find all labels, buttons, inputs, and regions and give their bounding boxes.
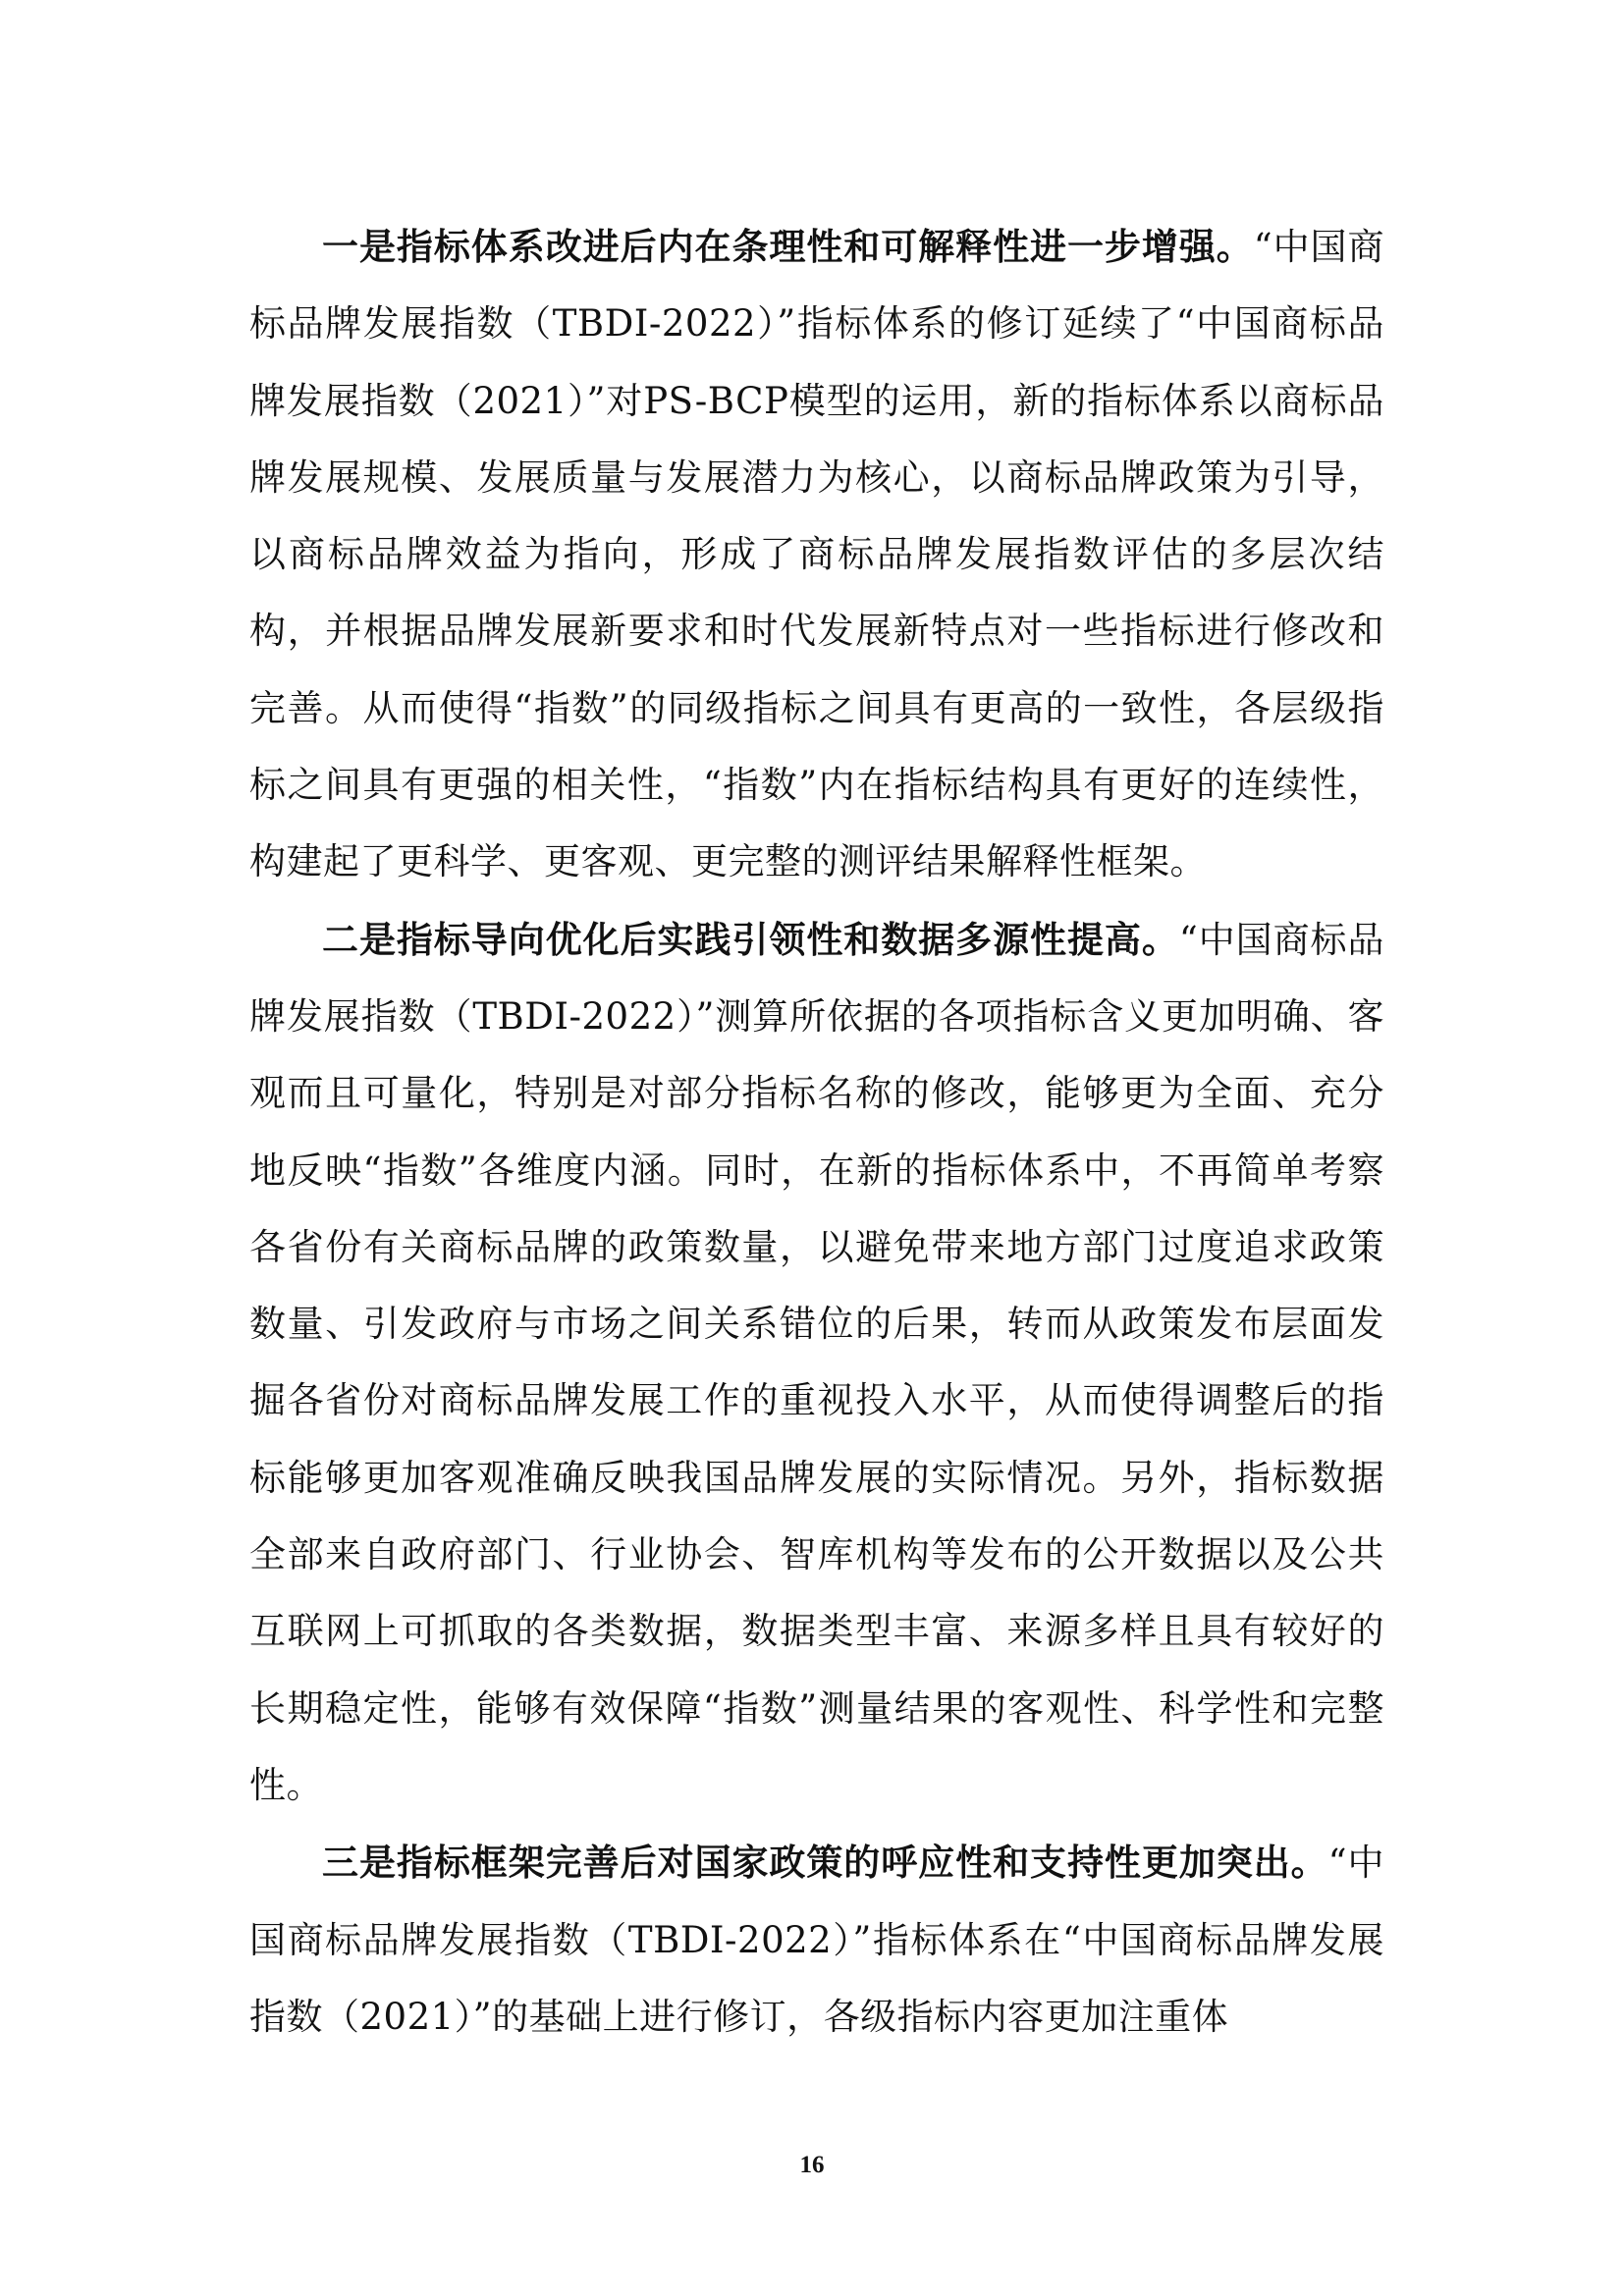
- paragraph-text: “中国商标品牌发展指数（TBDI-2022）”指标体系在“中国商标品牌发展指数（2021）”的基础上进行修订，各级指标内容更加注重体: [249, 1842, 1385, 2038]
- paragraph-lead: 一是指标体系改进后内在条理性和可解释性进一步增强。: [322, 225, 1254, 268]
- paragraph-indicator-orientation: [249, 901, 1384, 1825]
- paragraph-text: “中国商标品牌发展指数（TBDI-2022）”测算所依据的各项指标含义更加明确、客观而且可量化，特别是对部分指标名称的修改，能够更为全面、充分地反映“指数”各维度内涵。同时，在新的指标体系中，不再简单考察各省份有关商标品牌的政策数量，以避免带来地方部门过度追求政策数量、引发政府与市场之间关系错位的后果，转而从政策发布层面发掘各省份对商标品牌发展工作的重视投入水平，从而使得调整后的指标能够更加客观准确反映我国品牌发展的实际情况。另外，指标数据全部来自政府部门、行业协会、智库机构等发布的公开数据以及公共互联网上可抓取的各类数据，数据类型丰富、来源多样且具有较好的长期稳定性，能够有效保障“指数”测量结果的客观性、科学性和完整性。: [249, 918, 1385, 1806]
- paragraph-text: “中国商标品牌发展指数（TBDI-2022）”指标体系的修订延续了“中国商标品牌发展指数（2021）”对PS-BCP模型的运用，新的指标体系以商标品牌发展规模、发展质量与发展潜力为核心，以商标品牌政策为引导，以商标品牌效益为指向，形成了商标品牌发展指数评估的多层次结构，并根据品牌发展新要求和时代发展新特点对一些指标进行修改和完善。从而使得“指数”的同级指标之间具有更高的一致性，各层级指标之间具有更强的相关性，“指数”内在指标结构具有更好的连续性，构建起了更科学、更客观、更完整的测评结果解释性框架。: [249, 226, 1384, 883]
- paragraph-lead: 二是指标导向优化后实践引领性和数据多源性提高。: [322, 917, 1179, 961]
- page-number: 16: [799, 2152, 825, 2178]
- paragraph-indicator-framework: [249, 1824, 1384, 2056]
- paragraph-indicator-system: [249, 208, 1384, 901]
- paragraph-lead: 三是指标框架完善后对国家政策的呼应性和支持性更加突出。: [322, 1841, 1328, 1885]
- document-body: [249, 208, 1384, 2056]
